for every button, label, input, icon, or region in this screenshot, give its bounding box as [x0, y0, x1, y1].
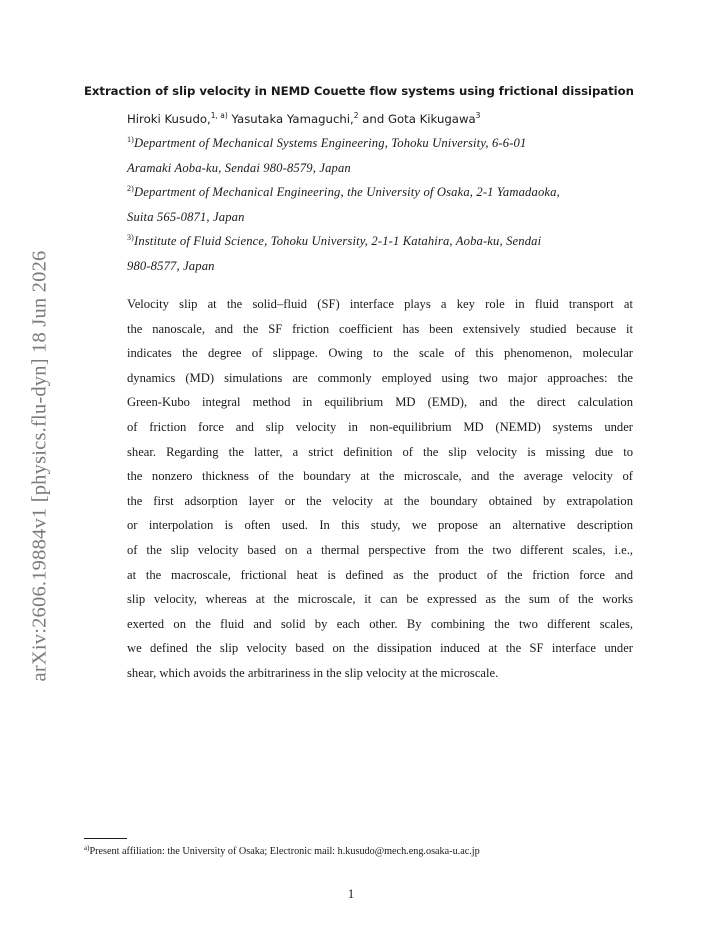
page-number: 1	[347, 887, 355, 901]
footnote-divider	[84, 838, 127, 839]
affiliation-line: Aramaki Aoba-ku, Sendai 980-8579, Japan	[127, 161, 351, 175]
affiliation-mark: 2)	[127, 184, 134, 193]
abstract-line: shear. Regarding the latter, a strict definition of the slip velocity is missing due to	[127, 444, 633, 459]
affiliation-line: Suita 565-0871, Japan	[127, 210, 245, 224]
author-name: and Gota Kikugawa	[362, 112, 476, 126]
abstract-line: shear, which avoids the arbitrariness in the slip velocity at the microscale.	[127, 665, 499, 680]
abstract-line: Green-Kubo integral method in equilibrium MD (EMD), and the direct calculation	[127, 395, 633, 410]
affiliation-line: Institute of Fluid Science, Tohoku University, 2-1-1 Katahira, Aoba-ku, Sendai	[133, 234, 542, 248]
abstract-line: indicates the degree of slippage. Owing to the scale of this phenomenon, molecular	[127, 346, 633, 361]
paper-title: Extraction of slip velocity in NEMD Couette flow systems using frictional dissipation	[84, 84, 634, 98]
abstract-line: at the macroscale, frictional heat is defined as the product of the friction force and	[127, 567, 633, 582]
footnote	[84, 846, 480, 857]
arxiv-identifier-text: arXiv:2606.19884v1 [physics.flu-dyn] 18 Jun 2026	[28, 250, 51, 682]
affiliation-line: Department of Mechanical Systems Engineering, Tohoku University, 6-6-01	[133, 136, 527, 150]
abstract	[127, 292, 633, 686]
abstract-line: the first adsorption layer or the velocity at the boundary obtained by extrapolation	[127, 493, 633, 508]
affiliation-mark: 3)	[127, 233, 134, 242]
abstract-line: of the slip velocity based on a thermal perspective from the two different scales, i.e.,	[127, 542, 633, 557]
abstract-line: exerted on the fluid and solid by each other. By combining the two different scales,	[127, 616, 633, 631]
affiliation-2-cont	[127, 210, 245, 225]
abstract-line: dynamics (MD) simulations are commonly employed using two major approaches: the	[127, 370, 633, 385]
footnote-mark: a)	[84, 844, 90, 852]
affiliation-2	[127, 185, 560, 200]
affiliation-3-cont	[127, 259, 215, 274]
abstract-line: or interpolation is often used. In this study, we propose an alternative description	[127, 518, 633, 533]
abstract-line: Velocity slip at the solid–fluid (SF) interface plays a key role in fluid transport at	[127, 297, 633, 311]
abstract-line: the nanoscale, and the SF friction coefficient has been extensively studied because it	[127, 321, 633, 336]
footnote-text: Present affiliation: the University of Osaka; Electronic mail: h.kusudo@mech.eng.osaka-u.ac.jp	[89, 846, 480, 857]
arxiv-identifier-stamp	[20, 216, 60, 716]
author-name: Yasutaka Yamaguchi,	[231, 112, 354, 126]
author-list	[127, 112, 480, 126]
abstract-line: of friction force and slip velocity in non-equilibrium MD (NEMD) systems under	[127, 419, 633, 434]
author-affiliation-mark: 3	[475, 111, 481, 120]
author-affiliation-mark: 1, a)	[210, 111, 228, 120]
affiliation-1-cont	[127, 161, 351, 176]
abstract-line: we defined the slip velocity based on the dissipation induced at the SF interface under	[127, 641, 633, 656]
affiliation-1	[127, 136, 526, 151]
affiliation-line: 980-8577, Japan	[127, 259, 215, 273]
abstract-line: the nonzero thickness of the boundary at the microscale, and the average velocity of	[127, 469, 633, 484]
affiliation-3	[127, 234, 541, 249]
affiliation-mark: 1)	[127, 135, 134, 144]
author-name: Hiroki Kusudo,	[127, 112, 211, 126]
abstract-line: slip velocity, whereas at the microscale, it can be expressed as the sum of the works	[127, 592, 633, 607]
author-affiliation-mark: 2	[353, 111, 359, 120]
affiliation-line: Department of Mechanical Engineering, the University of Osaka, 2-1 Yamadaoka,	[133, 185, 560, 199]
